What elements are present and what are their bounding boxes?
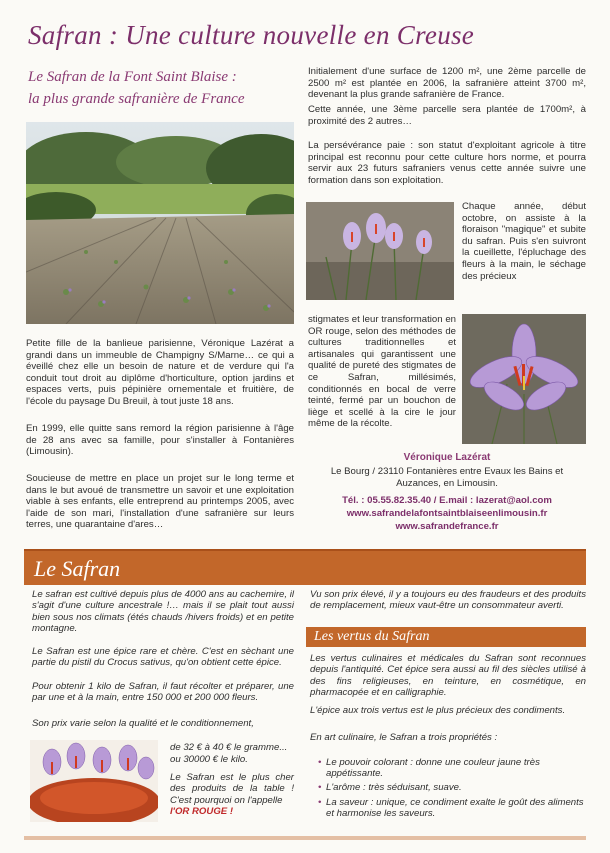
vertus-title: Les vertus du Safran bbox=[314, 629, 430, 644]
safran-paragraph-2: Le Safran est une épice rare et chère. C'est en sèchant une partie du pistil du Crocus sativus, qu'on obtient cette épice. bbox=[32, 646, 294, 669]
article-subtitle bbox=[28, 66, 298, 110]
property-item-colorant bbox=[318, 757, 586, 779]
or-rouge-highlight: l'OR ROUGE ! bbox=[170, 806, 234, 817]
property-item-arome bbox=[318, 782, 586, 793]
vertus-paragraph-3: En art culinaire, le Safran a trois propriétés : bbox=[310, 732, 498, 743]
bottom-divider bbox=[24, 836, 586, 840]
right-paragraph-2: La persévérance paie : son statut d'exploitant agricole à titre principal est reconnu pour cette culture hors norme, et pourra servir aux 23 futurs safraniers venus cette année suivre une formation dans son exploitation. bbox=[308, 140, 586, 186]
safran-section-header bbox=[24, 549, 586, 585]
page-title: Safran : Une culture nouvelle en Creuse bbox=[28, 20, 475, 50]
safran-paragraph-1: Le safran est cultivé depuis plus de 4000 ans au cachemire, il s'agit d'une culture ancestrale !… mais il se plait tout aussi bien sous nos climats (étés chauds /hivers froids) et en petite montagne. bbox=[32, 589, 294, 635]
author-name: Véronique Lazérat bbox=[403, 452, 491, 463]
right-paragraph-1b: Cette année, une 3ème parcelle sera plantée de 1700m², à proximité des 2 autres… bbox=[308, 104, 586, 127]
address-line-2: Auzances, en Limousin. bbox=[396, 478, 498, 489]
bullet-icon: • bbox=[318, 782, 322, 794]
author-contact bbox=[308, 494, 586, 533]
left-paragraph-3: Soucieuse de mettre en place un projet sur le long terme et dans le but avoué de transmettre un savoir et une exploitation viable à ses enfants, elle entreprend au printemps 2005, avec l'aide de son mari, l'installation d'une safranière sur leurs terres, une quarantaine d'ares… bbox=[26, 473, 294, 531]
price-kilo: ou 30000 € le kilo. bbox=[170, 754, 248, 765]
left-paragraph-2: En 1999, elle quitte sans remord la région parisienne à l'âge de 28 ans avec sa famille, pour s'installer à Fontanières (Limousin). bbox=[26, 423, 294, 458]
crocus-flowers-photo bbox=[306, 202, 454, 300]
properties-list bbox=[318, 757, 586, 822]
author-address bbox=[308, 466, 586, 490]
vertus-subheader bbox=[306, 627, 586, 647]
left-paragraph-1: Petite fille de la banlieue parisienne, Véronique Lazérat a grandi dans un immeuble de Champigny S/Marne… ce qui a éveillé chez elle un besoin de nature et de verdure qui l'a conduit tout droit au diplôme d'horticulture, option jardins et espaces verts, puis pépinière ornementale et fruitière, de l'école du paysage Du Breuil, à tout juste 18 ans. bbox=[26, 338, 294, 407]
single-crocus-image bbox=[462, 314, 586, 444]
price-gram: de 32 € à 40 € le gramme... bbox=[170, 742, 288, 753]
property-text: Le pouvoir colorant : donne une couleur jaune très appétissante. bbox=[326, 757, 540, 780]
crocus-flowers-image bbox=[306, 202, 454, 300]
safran-section-title: Le Safran bbox=[34, 556, 121, 581]
vertus-paragraph-1: Les vertus culinaires et médicales du Safran sont reconnues depuis l'antiquité. Cet épice sera aussi au fil des siècles utilisé à des fins religieuses, en teinture, en cosmétique, en pharmacopée et en calligraphie. bbox=[310, 653, 586, 699]
safran-right-paragraph-1: Vu son prix élevé, il y a toujours eu des fraudeurs et des produits de remplacement, mieux vaut-être un consommateur averti. bbox=[310, 589, 586, 612]
saffron-threads-image bbox=[30, 740, 158, 822]
right-paragraph-1: Initialement d'une surface de 1200 m², une 2ème parcelle de 2500 m² est plantée en 2006, la safranière atteint 3700 m², devenant la plus grande safranière de France. bbox=[308, 66, 586, 101]
property-item-saveur bbox=[318, 797, 586, 819]
property-text: La saveur : unique, ce condiment exalte le goût des aliments et harmonise les saveurs. bbox=[326, 796, 584, 819]
address-line-1: Le Bourg / 23110 Fontanières entre Evaux les Bains et bbox=[330, 466, 564, 477]
website-link-2[interactable]: www.safrandefrance.fr bbox=[395, 521, 499, 532]
vertus-paragraph-2: L'épice aux trois vertus est le plus précieux des condiments. bbox=[310, 705, 566, 716]
bullet-icon: • bbox=[318, 796, 322, 808]
safran-paragraph-3: Pour obtenir 1 kilo de Safran, il faut récolter et préparer, une par une et à la main, entre 150 000 et 200 000 fleurs. bbox=[32, 681, 294, 704]
safran-paragraph-5: Le Safran est le plus cher des produits de la table ! C'est pourquoi on l'appelle bbox=[170, 772, 294, 806]
subtitle-line-1: Le Safran de la Font Saint Blaise : bbox=[28, 69, 237, 85]
right-paragraph-4: stigmates et leur transformation en OR rouge, selon des méthodes de cultures traditionnelles et artisanales qui garantissent une qualité de pureté des stigmates de ce Safran, millésimés, conditionnés en bocal de verre teinté, fermé par un bouchon de liège et scellé à la cire le jour même de la récolte. bbox=[308, 314, 456, 430]
right-paragraph-3: Chaque année, début octobre, on assiste à la floraison "magique" et subite du safran. Puis s'en suivront la cueillette, l'épluchage des fleurs à la main, le séchage des précieux bbox=[462, 201, 586, 282]
property-text: L'arôme : très séduisant, suave. bbox=[326, 782, 462, 794]
subtitle-line-2: la plus grande safranière de France bbox=[28, 91, 245, 107]
saffron-field-photo bbox=[26, 122, 294, 324]
bullet-icon: • bbox=[318, 757, 322, 768]
website-link-1[interactable]: www.safrandelafontsaintblaiseenlimousin.fr bbox=[346, 508, 548, 519]
contact-phone-email[interactable]: Tél. : 05.55.82.35.40 / E.mail : lazerat@aol.com bbox=[342, 495, 552, 506]
saffron-threads-photo bbox=[30, 740, 158, 822]
saffron-field-image bbox=[26, 122, 294, 324]
single-crocus-photo bbox=[462, 314, 586, 444]
safran-paragraph-4: Son prix varie selon la qualité et le conditionnement, bbox=[32, 718, 254, 729]
